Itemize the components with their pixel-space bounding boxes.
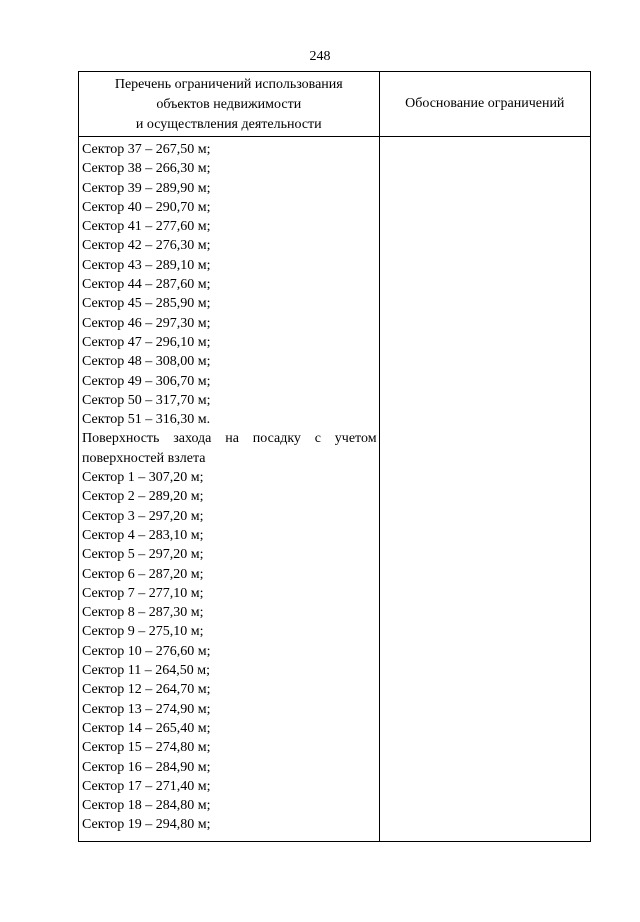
list-item: Сектор 7 – 277,10 м; (82, 585, 204, 601)
list-item: Сектор 37 – 267,50 м; (82, 142, 211, 157)
section-heading: Поверхность захода на посадку с учетом (82, 431, 377, 447)
list-item: Сектор 14 – 265,40 м; (82, 720, 211, 736)
list-item: Сектор 11 – 264,50 м; (82, 663, 211, 679)
header-line: и осуществления деятельности (135, 117, 322, 132)
list-item: Сектор 8 – 287,30 м; (82, 605, 204, 621)
list-item: Сектор 13 – 274,90 м; (82, 701, 211, 717)
list-item: Сектор 3 – 297,20 м; (82, 508, 204, 524)
list-item: Сектор 5 – 297,20 м; (82, 547, 204, 563)
list-item: Сектор 47 – 296,10 м; (82, 334, 211, 350)
table-header-row (79, 72, 591, 137)
list-item: Сектор 12 – 264,70 м; (82, 682, 211, 698)
list-item: Сектор 1 – 307,20 м; (82, 470, 204, 486)
header-line: Перечень ограничений использования (114, 77, 343, 92)
header-restrictions-list (79, 72, 380, 137)
list-item: Сектор 44 – 287,60 м; (82, 277, 211, 293)
section-heading-continued: поверхностей взлета (82, 450, 206, 466)
list-item: Сектор 19 – 294,80 м; (82, 817, 211, 833)
list-item: Сектор 2 – 289,20 м; (82, 489, 204, 505)
list-item: Сектор 51 – 316,30 м. (82, 412, 211, 428)
list-item: Сектор 16 – 284,90 м; (82, 759, 211, 775)
list-item: Сектор 6 – 287,20 м; (82, 566, 204, 582)
list-item: Сектор 4 – 283,10 м; (82, 527, 204, 543)
list-item: Сектор 18 – 284,80 м; (82, 798, 211, 814)
restrictions-table (78, 71, 591, 842)
header-justification: Обоснование ограничений (379, 72, 590, 137)
list-item: Сектор 45 – 285,90 м; (82, 296, 211, 312)
restrictions-cell (79, 137, 380, 842)
list-item: Сектор 48 – 308,00 м; (82, 354, 211, 370)
cell-bottom-padding (79, 835, 379, 841)
header-line: объектов недвижимости (156, 97, 302, 112)
list-item: Сектор 49 – 306,70 м; (82, 373, 211, 389)
list-item: Сектор 43 – 289,10 м; (82, 257, 211, 273)
list-item: Сектор 17 – 271,40 м; (82, 778, 211, 794)
list-item: Сектор 46 – 297,30 м; (82, 315, 211, 331)
page-number: 248 (309, 49, 331, 64)
list-item: Сектор 39 – 289,90 м; (82, 180, 211, 196)
justification-cell (379, 137, 590, 842)
list-item: Сектор 41 – 277,60 м; (82, 219, 211, 235)
list-item: Сектор 15 – 274,80 м; (82, 740, 211, 756)
list-item: Сектор 10 – 276,60 м; (82, 643, 211, 659)
list-item: Сектор 9 – 275,10 м; (82, 624, 204, 640)
list-item: Сектор 50 – 317,70 м; (82, 392, 211, 408)
list-item: Сектор 38 – 266,30 м; (82, 161, 211, 177)
table-body-row (79, 137, 591, 842)
list-item: Сектор 40 – 290,70 м; (82, 199, 211, 215)
list-item: Сектор 42 – 276,30 м; (82, 238, 211, 254)
